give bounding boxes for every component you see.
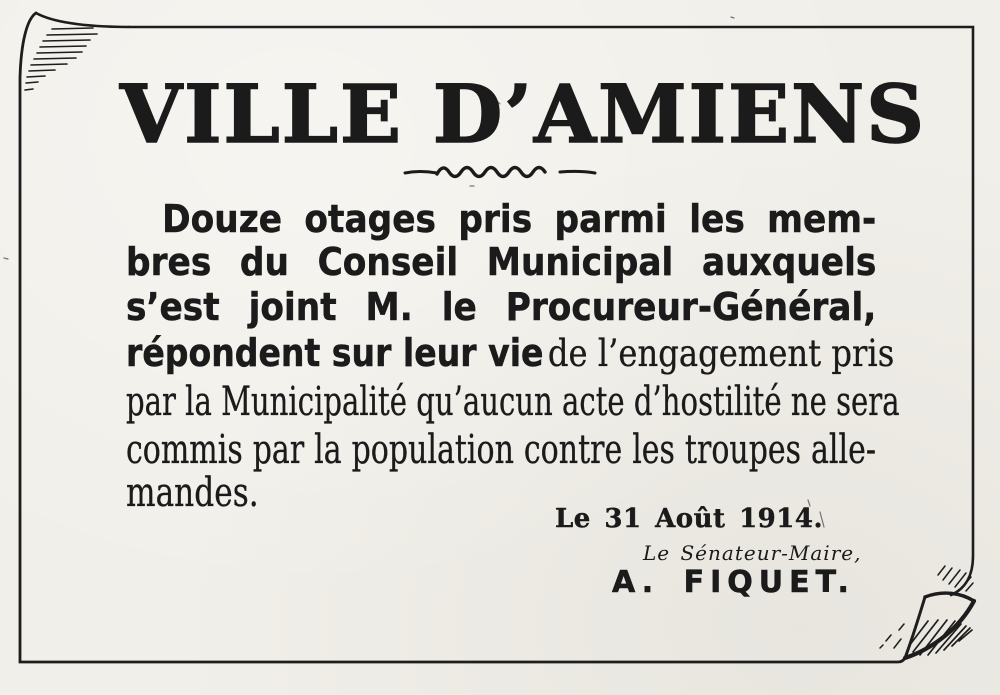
body-text-serif: mandes. bbox=[126, 470, 259, 516]
body-line bbox=[126, 285, 956, 329]
body-text-bold: répondent sur leur vie bbox=[126, 331, 544, 375]
signature-name: A. FIQUET. bbox=[612, 565, 855, 600]
body-text-serif: commis par la population contre les troupes alle- bbox=[126, 427, 876, 473]
body-text-bold: Douze otages pris parmi les mem- bbox=[162, 197, 877, 241]
body-line bbox=[126, 429, 1000, 471]
body-line bbox=[126, 197, 956, 241]
signature-role: Le Sénateur-Maire, bbox=[643, 541, 862, 565]
body-line bbox=[126, 381, 1000, 423]
poster-title: VILLE D’AMIENS bbox=[120, 67, 926, 161]
body-line bbox=[126, 240, 956, 284]
page-curl-bottom-right-icon bbox=[880, 566, 974, 658]
body-text-serif: de l’engagement pris bbox=[547, 332, 895, 375]
squiggle-divider-icon bbox=[402, 162, 598, 182]
body-text-bold: s’est joint M. le Procureur-Général, bbox=[126, 285, 877, 329]
body-text-serif: par la Municipalité qu’aucun acte d’hostilité ne sera bbox=[126, 379, 900, 425]
body-text-bold: bres du Conseil Municipal auxquels bbox=[126, 240, 877, 284]
page-curl-top-left-icon bbox=[25, 28, 97, 90]
body-line bbox=[126, 331, 988, 375]
date-line: Le 31 Août 1914. bbox=[555, 504, 824, 534]
